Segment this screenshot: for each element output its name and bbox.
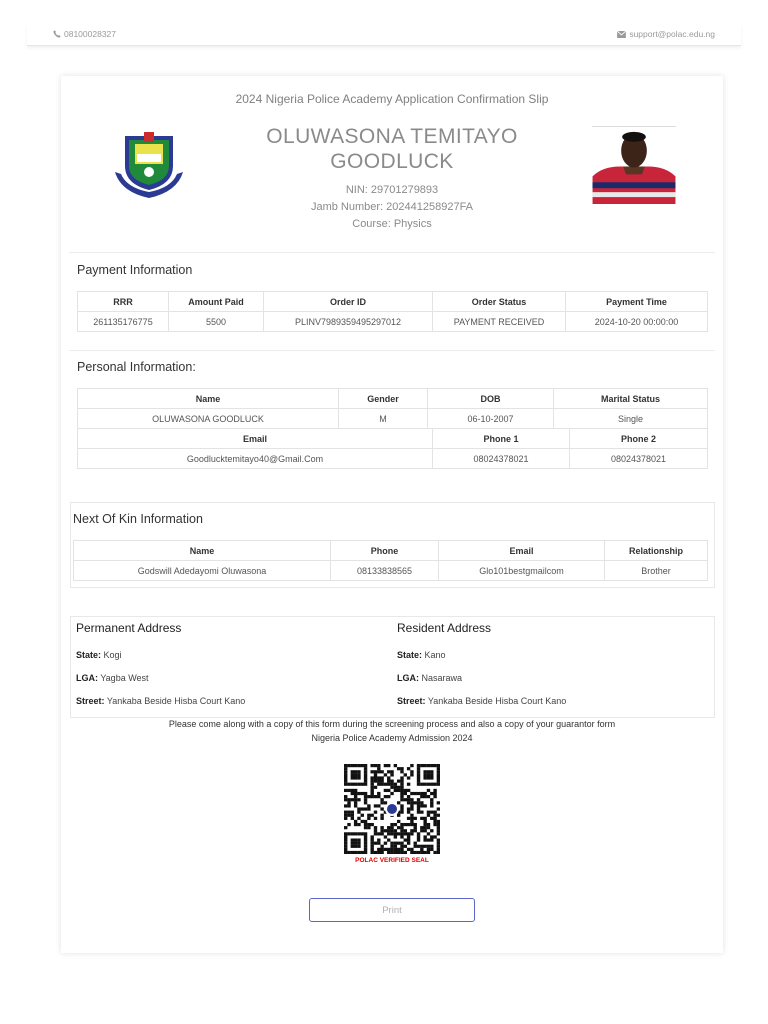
permanent-state	[76, 650, 122, 660]
table-cell: PLINV7989359495297012	[264, 312, 433, 332]
table-header: Relationship	[605, 541, 708, 561]
table-header: Phone 2	[570, 429, 708, 449]
table-cell: 08024378021	[433, 449, 570, 469]
permanent-street-value: Yankaba Beside Hisba Court Kano	[106, 696, 246, 706]
table-cell: 06-10-2007	[428, 409, 554, 429]
table-header: Phone 1	[433, 429, 570, 449]
table-header: Email	[439, 541, 605, 561]
screening-notice: Please come along with a copy of this form during the screening process and also a copy of your guarantor form	[168, 719, 616, 729]
candidate-nin: NIN: 29701279893	[345, 184, 439, 196]
next-of-kin-table	[73, 540, 708, 581]
table-header: Marital Status	[554, 389, 708, 409]
permanent-lga-value: Yagba West	[100, 673, 149, 683]
street-label: Street:	[397, 696, 426, 706]
candidate-name: OLUWASONA TEMITAYO GOODLUCK	[266, 125, 518, 173]
table-cell: 2024-10-20 00:00:00	[566, 312, 708, 332]
resident-state-value: Kano	[424, 650, 446, 660]
candidate-jamb-number: Jamb Number: 202441258927FA	[310, 201, 474, 213]
table-cell: Single	[554, 409, 708, 429]
resident-address-title: Resident Address	[397, 621, 492, 635]
table-cell: 08024378021	[570, 449, 708, 469]
next-of-kin-section	[70, 502, 715, 588]
table-row	[78, 312, 708, 332]
table-header-row	[74, 541, 708, 561]
street-label: Street:	[76, 696, 105, 706]
contact-phone[interactable]	[53, 29, 116, 39]
personal-info-table-contact	[77, 428, 708, 469]
table-header: Amount Paid	[169, 292, 264, 312]
table-header: DOB	[428, 389, 554, 409]
candidate-course: Course: Physics	[352, 218, 432, 230]
contact-email-text: support@polac.edu.ng	[629, 29, 715, 39]
permanent-street	[76, 696, 245, 706]
table-cell: 261135176775	[78, 312, 169, 332]
table-row	[78, 449, 708, 469]
table-header: RRR	[78, 292, 169, 312]
resident-lga-value: Nasarawa	[421, 673, 463, 683]
table-cell: Goodlucktemitayo40@Gmail.Com	[78, 449, 433, 469]
table-header-row	[78, 429, 708, 449]
table-header: Phone	[331, 541, 439, 561]
resident-street	[397, 696, 566, 706]
payment-section-title: Payment Information	[77, 263, 193, 277]
table-header: Payment Time	[566, 292, 708, 312]
table-header: Name	[78, 389, 339, 409]
table-header: Order ID	[264, 292, 433, 312]
table-header: Gender	[339, 389, 428, 409]
personal-section-title: Personal Information:	[77, 360, 196, 374]
confirmation-slip-card	[61, 76, 723, 953]
personal-info-table-primary	[77, 388, 708, 429]
resident-street-value: Yankaba Beside Hisba Court Kano	[427, 696, 567, 706]
address-section	[70, 616, 715, 718]
resident-lga	[397, 673, 462, 683]
qr-code	[344, 764, 440, 854]
table-cell: OLUWASONA GOODLUCK	[78, 409, 339, 429]
lga-label: LGA:	[397, 673, 419, 683]
candidate-photo	[592, 126, 676, 204]
print-button[interactable]: Print	[309, 898, 475, 922]
table-header-row	[78, 292, 708, 312]
kin-section-title: Next Of Kin Information	[73, 512, 203, 526]
table-cell: Godswill Adedayomi Oluwasona	[74, 561, 331, 581]
slip-title: 2024 Nigeria Police Academy Application Confirmation Slip	[235, 92, 549, 106]
lga-label: LGA:	[76, 673, 98, 683]
top-contact-bar	[27, 24, 741, 46]
table-header: Email	[78, 429, 433, 449]
table-header: Order Status	[433, 292, 566, 312]
academy-crest-logo	[111, 128, 187, 202]
table-cell: M	[339, 409, 428, 429]
permanent-address-title: Permanent Address	[76, 621, 182, 635]
permanent-state-value: Kogi	[103, 650, 122, 660]
table-cell: Brother	[605, 561, 708, 581]
table-header-row	[78, 389, 708, 409]
contact-email[interactable]	[617, 29, 715, 39]
table-row	[78, 409, 708, 429]
table-cell: PAYMENT RECEIVED	[433, 312, 566, 332]
table-cell: 5500	[169, 312, 264, 332]
admission-year-note: Nigeria Police Academy Admission 2024	[311, 733, 473, 743]
resident-state	[397, 650, 446, 660]
divider	[69, 350, 715, 351]
contact-phone-text: 08100028327	[64, 29, 117, 39]
payment-table	[77, 291, 708, 332]
state-label: State:	[76, 650, 102, 660]
verified-seal-label: POLAC VERIFIED SEAL	[355, 857, 429, 864]
table-cell: 08133838565	[331, 561, 439, 581]
divider	[69, 252, 715, 253]
table-row	[74, 561, 708, 581]
table-header: Name	[74, 541, 331, 561]
phone-icon	[53, 30, 61, 38]
table-cell: Glo101bestgmailcom	[439, 561, 605, 581]
permanent-lga	[76, 673, 149, 683]
state-label: State:	[397, 650, 423, 660]
envelope-icon	[617, 31, 626, 38]
